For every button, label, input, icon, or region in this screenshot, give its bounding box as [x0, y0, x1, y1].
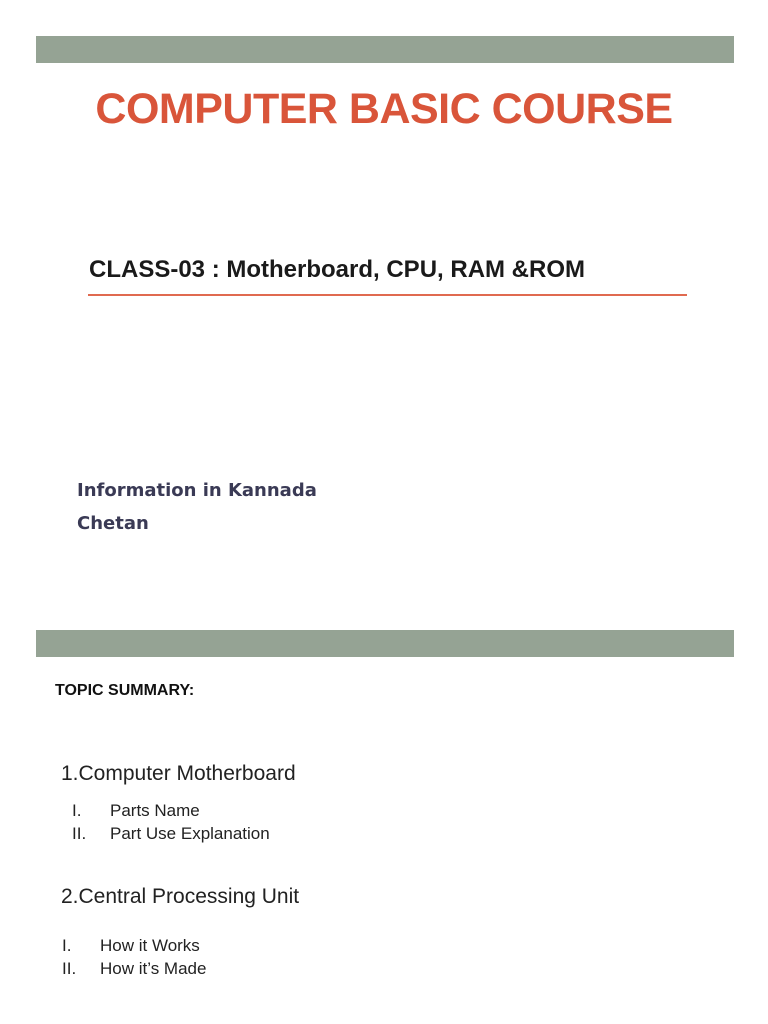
subitem-number: I.: [72, 801, 82, 820]
subitem-number: I.: [62, 936, 72, 955]
topic-item: 2.Central Processing Unit: [61, 885, 300, 908]
subitem-text: How it’s Made: [100, 959, 207, 978]
subitem-number: II.: [72, 824, 87, 843]
info-language: Information in Kannada: [77, 480, 317, 501]
subitem-text: Part Use Explanation: [110, 824, 270, 843]
info-author: Chetan: [77, 513, 149, 534]
slide-header-bar: [36, 36, 734, 63]
class-subtitle: CLASS-03 : Motherboard, CPU, RAM &ROM: [89, 256, 586, 283]
subitem-text: Parts Name: [110, 801, 200, 820]
subitem-number: II.: [62, 959, 77, 978]
slide-header-bar: [36, 630, 734, 657]
topic-summary-heading: TOPIC SUMMARY:: [55, 682, 195, 699]
subitem-text: How it Works: [100, 936, 200, 955]
subtitle-underline: [88, 294, 687, 296]
topic-item: 1.Computer Motherboard: [61, 762, 296, 785]
course-title: COMPUTER BASIC COURSE: [95, 85, 673, 133]
